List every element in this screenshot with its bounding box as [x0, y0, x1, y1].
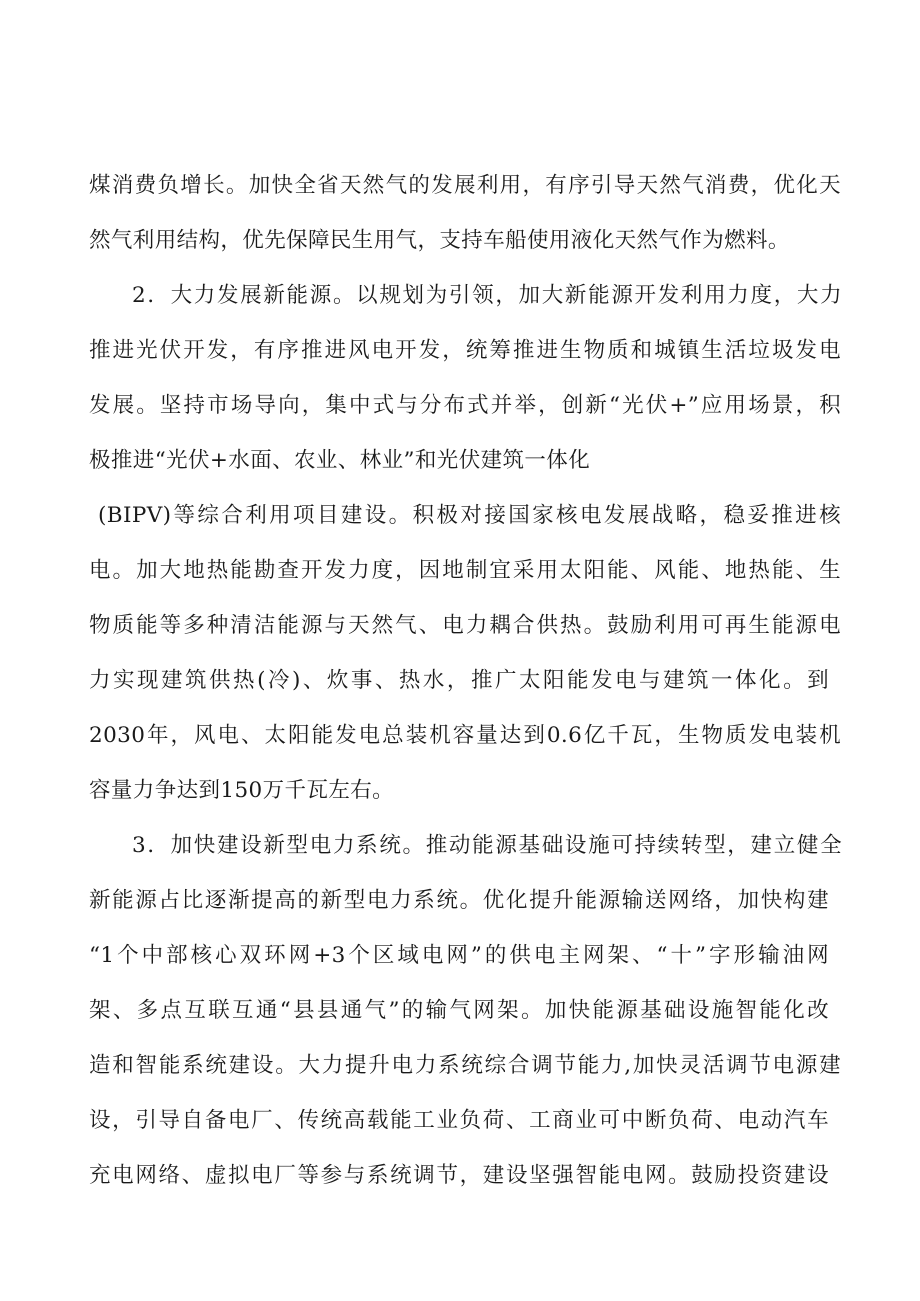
text-line: [0, 221, 920, 261]
text-line-content: 发展。坚持市场导向，集中式与分布式并举，创新“光伏+”应用场景，积: [89, 393, 841, 418]
text-line: [0, 771, 920, 811]
text-line-content: 新能源占比逐渐提高的新型电力系统。优化提升能源输送网络，加快构建: [89, 888, 829, 913]
text-line-content: 电。加大地热能勘查开发力度，因地制宜采用太阳能、风能、地热能、生: [89, 558, 841, 583]
text-line: [0, 936, 920, 976]
text-line-content: 容量力争达到150万千瓦左右。: [89, 778, 395, 803]
text-line: [0, 386, 920, 426]
text-line-content: 造和智能系统建设。大力提升电力系统综合调节能力,加快灵活调节电源建: [89, 1053, 841, 1078]
text-line: [0, 1046, 920, 1086]
text-line-content: 物质能等多种清洁能源与天然气、电力耦合供热。鼓励利用可再生能源电: [89, 613, 841, 638]
text-line-content: (BIPV)等综合利用项目建设。积极对接国家核电发展战略，稳妥推进核: [98, 503, 841, 528]
text-line: [0, 166, 920, 206]
text-line-content: 充电网络、虚拟电厂等参与系统调节，建设坚强智能电网。鼓励投资建设: [89, 1163, 829, 1188]
text-line: [0, 551, 920, 591]
text-line-content: 架、多点互联互通“县县通气”的输气网架。加快能源基础设施智能化改: [89, 998, 829, 1023]
text-line: [0, 661, 920, 701]
paragraph-start-line: [0, 276, 920, 316]
text-line: [0, 881, 920, 921]
text-line: [0, 1156, 920, 1196]
text-line-content: 3．加快建设新型电力系统。推动能源基础设施可持续转型，建立健全: [132, 833, 842, 858]
text-line-content: “1个中部核心双环网+3个区域电网”的供电主网架、“十”字形输油网: [89, 943, 829, 968]
text-line-content: 煤消费负增长。加快全省天然气的发展利用，有序引导天然气消费，优化天: [89, 173, 841, 198]
text-line: [0, 496, 920, 536]
text-line-content: 极推进“光伏+水面、农业、林业”和光伏建筑一体化: [89, 448, 591, 473]
text-line-content: 然气利用结构，优先保障民生用气，支持车船使用液化天然气作为燃料。: [89, 228, 790, 253]
text-line-content: 2030年，风电、太阳能发电总装机容量达到0.6亿千瓦，生物质发电装机: [89, 723, 841, 748]
text-line: [0, 606, 920, 646]
text-line-content: 设，引导自备电厂、传统高载能工业负荷、工商业可中断负荷、电动汽车: [89, 1108, 829, 1133]
text-line-content: 2．大力发展新能源。以规划为引领，加大新能源开发利用力度，大力: [132, 283, 842, 308]
text-line: [0, 716, 920, 756]
text-line: [0, 991, 920, 1031]
text-line: [0, 441, 920, 481]
text-line-content: 力实现建筑供热(冷)、炊事、热水，推广太阳能发电与建筑一体化。到: [89, 668, 829, 693]
text-line-content: 推进光伏开发，有序推进风电开发，统筹推进生物质和城镇生活垃圾发电: [89, 338, 841, 363]
text-line: [0, 331, 920, 371]
text-line: [0, 1101, 920, 1141]
paragraph-start-line: [0, 826, 920, 866]
